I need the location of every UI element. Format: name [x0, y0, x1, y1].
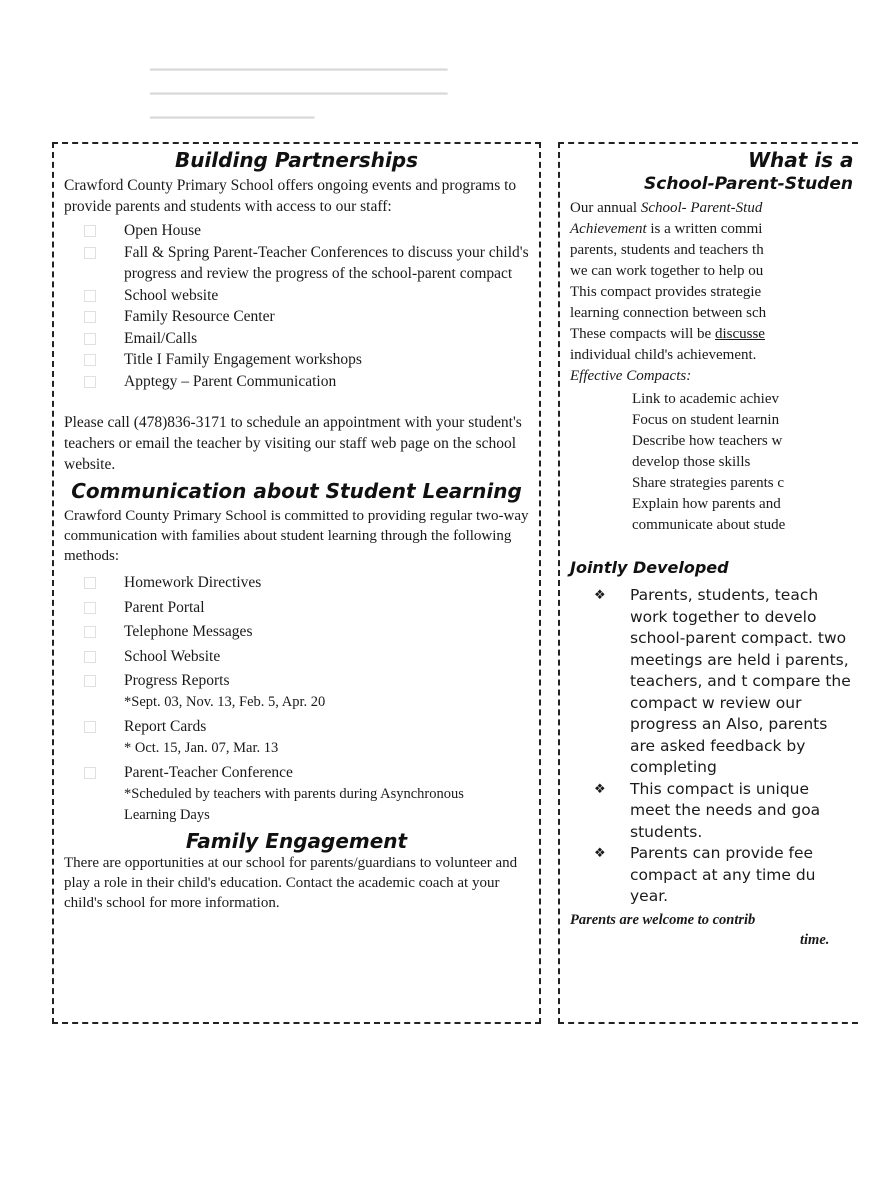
method-label: Parent-Teacher Conference: [124, 764, 293, 781]
jointly-item: [570, 779, 870, 844]
event-item: Apptegy – Parent Communication: [64, 371, 529, 393]
method-item: [64, 762, 529, 827]
method-label: Homework Directives: [124, 574, 262, 591]
jointly-item-text: Parents can provide fee compact at any time du year.: [630, 844, 816, 905]
compact-intro-italic: Achievement: [570, 221, 647, 237]
compact-intro-line: This compact provides strategie: [570, 284, 762, 300]
jointly-developed-list: [570, 585, 870, 908]
effective-item: Explain how parents and communicate about stude: [632, 496, 786, 533]
method-item: [64, 670, 529, 713]
events-list: [64, 220, 529, 392]
compact-intro-line: learning connection between sch: [570, 305, 767, 321]
compact-intro-underline: discusse: [714, 326, 765, 342]
jointly-item-text: Parents, students, teach work together to develo school-parent compact. two meetings are held i parents, teachers, and t compare the compact w review our progress an Also, parents are asked feedback by completing: [630, 586, 851, 776]
compact-intro-line: parents, students and teachers th: [570, 242, 764, 258]
communication-intro: Crawford County Primary School is committed to providing regular two-way communication with families about student learning through the following methods:: [64, 508, 529, 564]
method-item: [64, 597, 529, 619]
compact-intro-line: [570, 198, 858, 219]
method-label: Telephone Messages: [124, 623, 253, 640]
bleed-through-text: ━━━━━━━━━━━━━━━━━━━━━: [150, 110, 315, 125]
compact-intro-text: Our annual: [570, 200, 641, 216]
method-item: [64, 572, 529, 594]
method-label: School Website: [124, 647, 221, 665]
method-sub: *Scheduled by teachers with parents during Asynchronous Learning Days: [124, 785, 464, 823]
call-note: Please call (478)836-3171 to schedule an appointment with your student's teachers or email the teacher by visiting our staff web page on the school website.: [64, 414, 522, 473]
building-partnerships-title: Building Partnerships: [174, 148, 419, 172]
closing-line1: Parents are welcome to contrib: [570, 911, 756, 928]
compact-intro-line: [570, 324, 858, 345]
compact-title-line1: What is a: [748, 148, 854, 172]
closing-line2: time.: [800, 931, 830, 948]
event-item: Fall & Spring Parent-Teacher Conferences to discuss your child's progress and review the progress of the school-parent compact: [64, 242, 529, 285]
family-engagement-title: Family Engagement: [185, 828, 408, 853]
diamond-bullet-icon: ❖: [594, 846, 606, 861]
diamond-bullet-icon: ❖: [594, 781, 606, 797]
method-sub: * Oct. 15, Jan. 07, Mar. 13: [124, 739, 279, 756]
event-item: Family Resource Center: [64, 306, 529, 328]
partnerships-intro: Crawford County Primary School offers ongoing events and programs to provide parents and students with access to our staff:: [64, 177, 517, 215]
method-label: Progress Reports: [124, 672, 230, 689]
effective-compacts-label: Effective Compacts:: [570, 368, 692, 384]
event-item: Open House: [64, 220, 529, 242]
compact-intro-line: individual child's achievement.: [570, 347, 757, 363]
building-partnerships-panel: [52, 142, 541, 1024]
event-item: Email/Calls: [64, 328, 529, 350]
compact-intro-text: These compacts will be: [570, 326, 715, 342]
method-item: [64, 716, 529, 759]
jointly-developed-title: Jointly Developed: [570, 558, 729, 577]
effective-item: Focus on student learnin: [632, 412, 780, 428]
family-engagement-text: There are opportunities at our school for parents/guardians to volunteer and play a role in their child's education. Contact the academic coach at your child's school for more information.: [64, 854, 518, 911]
jointly-item: [570, 843, 870, 908]
compact-intro-text: is a written commi: [646, 221, 763, 237]
communication-title: Communication about Student Learning: [71, 479, 522, 503]
diamond-bullet-icon: ❖: [594, 588, 606, 603]
method-item: [64, 621, 529, 643]
communication-methods-list: [64, 572, 529, 827]
method-sub: *Sept. 03, Nov. 13, Feb. 5, Apr. 20: [124, 693, 326, 710]
compact-title-line2: School-Parent-Studen: [644, 174, 853, 194]
bleed-through-text: ━━━━━━━━━━━━━━━━━━━━━━━━━━━━━━━━━━━━━━: [150, 62, 448, 77]
compact-intro: [570, 198, 858, 387]
effective-item: Link to academic achiev: [632, 391, 780, 407]
effective-item: Describe how teachers w develop those skills: [632, 433, 783, 470]
bleed-through-text: ━━━━━━━━━━━━━━━━━━━━━━━━━━━━━━━━━━━━━━: [150, 86, 448, 101]
jointly-item-text: This compact is unique meet the needs and goa students.: [630, 779, 821, 841]
jointly-item: [570, 585, 870, 779]
method-label: Report Cards: [124, 718, 207, 735]
effective-item: Share strategies parents c: [632, 475, 785, 491]
compact-intro-line: [570, 219, 858, 240]
effective-compacts-list: [570, 389, 870, 536]
method-label: Parent Portal: [124, 598, 205, 616]
compact-intro-line: we can work together to help ou: [570, 263, 764, 279]
compact-panel: [558, 142, 858, 1024]
event-item: School website: [64, 285, 529, 307]
event-item: Title I Family Engagement workshops: [64, 349, 529, 371]
method-item: [64, 646, 529, 668]
compact-intro-italic: School- Parent-Stud: [640, 200, 763, 216]
